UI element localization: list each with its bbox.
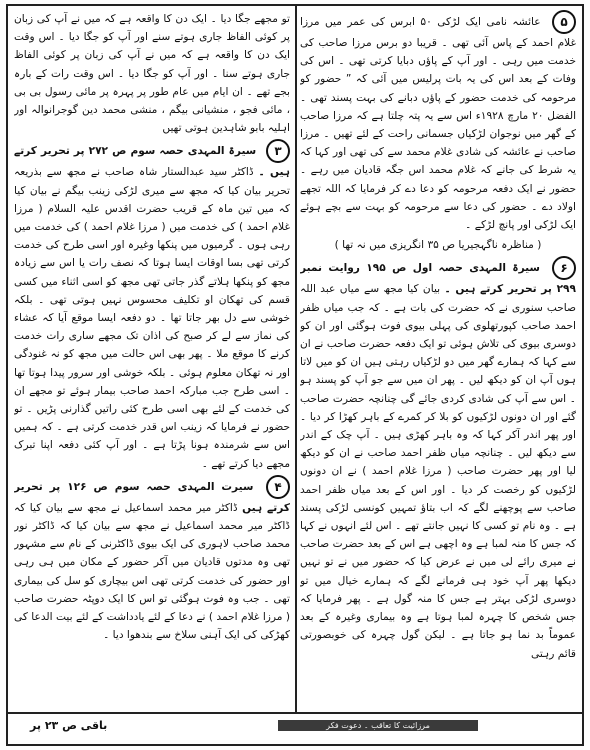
entry-6 [300, 256, 576, 662]
entry-6-heading: سیرۃ المہدی حصہ اول ص ۱۹۵ روایت نمبر ۲۹۹ پر تحریر کرتے ہیں ۔ [300, 262, 576, 296]
document-page [6, 4, 584, 746]
entry-5-source [300, 236, 576, 254]
continuation-paragraph [14, 10, 290, 137]
left-column [14, 10, 290, 708]
entry-number-6: ۶ [552, 256, 576, 280]
entry-3-heading: سیرۃ المہدی حصہ سوم ص ۲۷۲ پر تحریر کرتے ہیں ۔ [14, 145, 290, 179]
entry-number-4: ۴ [266, 475, 290, 499]
entry-4-text: ڈاکٹر میر محمد اسماعیل نے مجھ سے بیان کیا کہ ڈاکٹر میر محمد اسماعیل نے مجھ سے بیان کیا کہ ڈاکٹر نور محمد صاحب لاہوری کی ایک بیوی ڈاکٹرنی کے نام سے مشہور تھی وہ مدتوں قادیان میں آکر حضور کے مکان میں ہی رہی اور حضور کی خدمت کرتی تھی اس بیچاری کو سل کی بیماری تھی ۔ جب وہ فوت ہوگئی تو اس کا ایک دوپٹہ حضرت صاحب ( مرزا غلام احمد ) نے دعا کے لئے یادداشت کے لئے بیت الدعا کی کھڑکی کی ایک آہنی سلاخ سے بندھوا دیا ۔ [14, 501, 290, 642]
entry-number-5: ۵ [552, 10, 576, 34]
page-footer [8, 716, 582, 738]
entry-5-source-text: ( مناظرہ ناگہجیریا ص ۳۵ انگریزی میں نہ تھا ) [334, 239, 542, 252]
entry-5 [300, 10, 576, 234]
right-column [300, 10, 576, 708]
entry-6-text: بیان کیا مجھ سے میاں عبد اللہ صاحب سنوری نے کہ حضرت کی بات ہے ۔ کہ جب میاں ظفر احمد صاحب کپورتھلوی کی پہلی بیوی فوت ہوگئی اور ان کو دوسری بیوی کی تلاش ہوئی تو ایک دفعہ حضرت صاحب نے ان سے کہا کہ ہمارے گھر میں دو لڑکیاں رہتی ہیں ان کو میں لاتا ہوں آپ ان کو دیکھ لیں ۔ پھر ان میں سے جو آپ کو پسند ہو ۔ اس سے آپ کی شادی کردی جائے گی چنانچہ حضرت صاحب گئے اور ان دونوں لڑکیوں کو بلا کر کمرے کے باہر کھڑا کر دیا ۔ اور پھر اندر آکر کہا کہ وہ باہر کھڑی ہیں ۔ آپ چک کے اندر سے دیکھ لیں ۔ چنانچہ میاں ظفر احمد صاحب نے ان کو دیکھ لیا اور پھر حضرت صاحب ( مرزا غلام احمد ) نے ان دونوں لڑکیوں کو رخصت کر دیا ۔ اور اس کے بعد میاں ظفر احمد صاحب سے پوچھنے لگے کہ اب بتاؤ تمہیں کونسی لڑکی پسند ہے ۔ وہ نام تو کسی کا نہیں جانتے تھے ۔ اس لئے انہوں نے کہا کہ جس کا منہ لمبا ہے وہ اچھی ہے اس کے بعد حضرت صاحب نے میری رائے لی میں نے عرض کیا کہ حضور میں نے تو نہیں دیکھا پھر آپ خود ہی فرمانے لگے کہ ہمارے خیال میں تو دوسری لڑکی بہتر ہے جس کا منہ گول ہے ۔ پھر فرمایا کہ جس شخص کا چہرہ لمبا ہوتا ہے وہ بیماری وغیرہ کے بعد عموماً بد نما ہو جاتا ہے ۔ لیکن گول چہرہ کی خوبصورتی قائم رہتی [300, 283, 576, 660]
entry-3-text: ڈاکٹر سید عبدالستار شاہ صاحب نے مجھ سے بذریعہ تحریر بیان کیا کہ مجھ سے میری لڑکی زینب بیگم نے بیان کیا کہ میں تین ماہ کے قریب حضرت اقدس علیہ السلام ( مرزا غلام احمد ) کی خدمت میں ( مرزا غلام احمد ) کی خدمت میں رہی ہوں ۔ گرمیوں میں پنکھا وغیرہ اور اسی طرح کی خدمت کرتی تھی بسا اوقات ایسا ہوتا کہ نصف رات یا اس سے زیادہ مجھ کو پنکھا ہلاتے گذر جاتی تھی مجھ کو اسی اثناء میں کسی قسم کی تھکان او تکلیف محسوس نہیں ہوتی تھی ۔ بلکہ خوشی سے دل بھر جاتا تھا ۔ دو دفعہ ایسا موقع آیا کہ عشاء کی نماز سے لے کر صبح کی اذان تک مجھے ساری رات خدمت کرنے کا موقع ملا ۔ پھر بھی اس حالت میں مجھ کو نہ غنودگی اور نہ تھکان معلوم ہوئی ۔ بلکہ خوشی اور سرور پیدا ہوتا تھا ۔ اسی طرح جب مبارکہ احمد صاحب بیمار ہوئے تو مجھے ان کی خدمت کے لئے بھی اسی طرح کئی راتیں گذارنی پڑیں ۔ تو حضور نے فرمایا کہ زینب اس قدر خدمت کرتی ہے ۔ کہ ہمیں اس سے شرمندہ ہونا پڑتا ہے ۔ اور آپ کئی دفعہ اپنا تبرک مجھے دیا کرتے تھے ۔ [14, 166, 290, 470]
entry-number-3: ۳ [266, 139, 290, 163]
footer-rule [8, 712, 582, 714]
column-divider [295, 6, 297, 714]
continued-on-page: باقی ص ۲۳ پر [30, 719, 108, 732]
footer-band: مرزائیت کا تعاقب ۔ دعوت فکر [278, 720, 478, 731]
entry-4 [14, 475, 290, 645]
entry-4-heading: سیرت المہدی حصہ سوم ص ۱۲۶ پر تحریر کرتے ہیں [14, 480, 290, 514]
continuation-text: تو مجھے جگا دیا ۔ ایک دن کا واقعہ ہے کہ میں نے آپ کی زبان پر کوئی الفاظ جاری ہوتے سنے اور آپ کو جگا دیا ۔ اس وقت ایک دن کا واقعہ ہے کہ میں نے آپ کی زبان پر کوئی الفاظ جاری ہوتے سنا ۔ اور آپ کو جگا دیا ۔ اس وقت رات کے بارہ بجے تھے ۔ ان ایام میں عام طور پر پہرہ پر مائی رسول بی بی ، مائی فجو ، منشیانی بیگم ، منشی محمد دین گوجرانوالہ اور اہلیہ بابو شاہدین ہوتی تھیں [14, 13, 290, 135]
entry-5-text: عائشہ نامی ایک لڑکی ۵۰ ابرس کی عمر میں مرزا غلام احمد کے پاس آئی تھی ۔ قریبا دو برس مرزا صاحب کی خدمت میں رہی ۔ اور آپ کے پاؤں دبایا کرتی تھی ۔ اس کی وفات کے بعد اس کی یہ بات پرلیس میں آئی کہ ” حضور کو مرحومہ کی خدمت حضور کے پاؤں دبانے کی بہت پسند تھی ۔ الفضل ۲۰ مارچ ۱۹۲۸ء اس سے یہ پتہ چلتا ہے کہ مرزا صاحب کے گھر میں نوجوان لڑکیاں جسمانی راحت کے لئے تھیں ۔ مرزا صاحب نے عائشہ کی شادی غلام محمد سے کی تھی اور کہا کہ یہ شرط کی جانے کہ غلام محمد اس جگہ قادیان میں رہے ۔ حضور نے ایک دفعہ مرحومہ کو دعا دے کر فرمایا کہ اللہ تجھے اولاد دے ۔ حضور کی دعا سے مرحومہ کو بہت سے بچے ہوئے ایک لڑکی اور پانچ لڑکے ۔ [300, 16, 576, 232]
entry-3 [14, 139, 290, 472]
